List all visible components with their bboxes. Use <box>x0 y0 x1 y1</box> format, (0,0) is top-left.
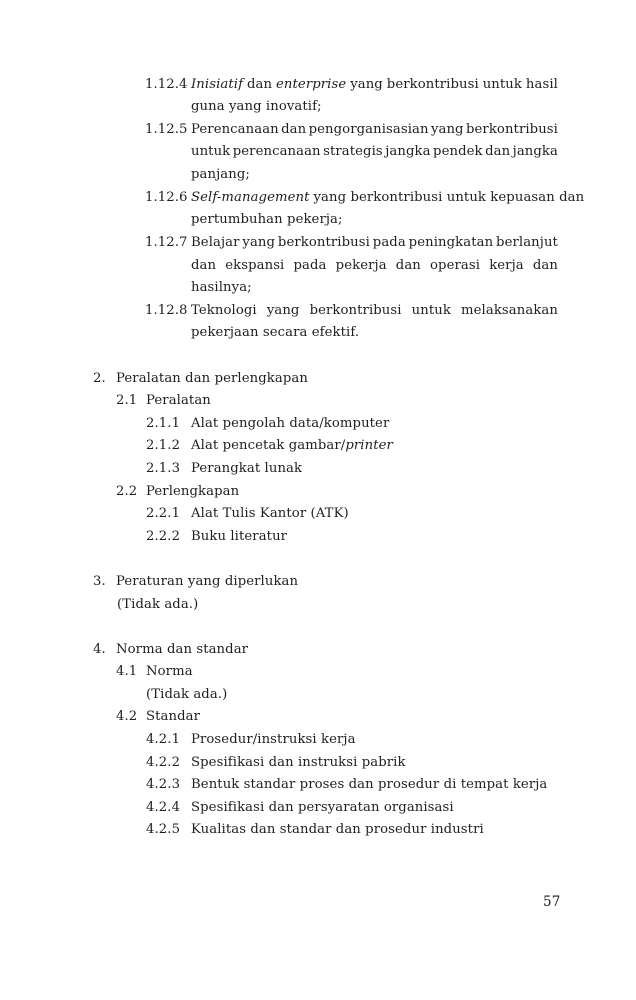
section-title: Peralatan dan perlengkapan <box>116 371 308 386</box>
item-text-line: panjang; <box>191 167 250 182</box>
section-title: Peraturan yang diperlukan <box>116 574 299 589</box>
section-title: Norma dan standar <box>116 642 249 657</box>
item-number: 1.12.5 <box>145 122 188 137</box>
subsection-number: 2.2 <box>116 484 138 499</box>
item-number: 2.2.2 <box>146 529 181 544</box>
item-text-line: dan ekspansi pada pekerja dan operasi kerja dan <box>191 258 558 273</box>
item-number: 2.1.1 <box>146 416 181 431</box>
item-number: 4.2.5 <box>146 822 181 837</box>
item-text: Prosedur/instruksi kerja <box>191 732 356 747</box>
item-number: 1.12.4 <box>145 77 188 92</box>
section-number: 3. <box>93 574 106 589</box>
section-number: 2. <box>93 371 106 386</box>
page-number: 57 <box>543 894 561 910</box>
item-text-line: Perencanaan dan pengorganisasian yang berkontribusi <box>191 122 558 137</box>
item-text-line: Belajar yang berkontribusi pada peningkatan berlanjut <box>191 235 558 250</box>
item-number: 2.1.2 <box>146 438 181 453</box>
subsection-number: 4.1 <box>116 664 138 679</box>
item-text: Alat pencetak gambar/printer <box>191 438 393 453</box>
subsection-number: 4.2 <box>116 709 138 724</box>
item-text-line: untuk perencanaan strategis jangka pendek dan jangka <box>191 144 558 159</box>
item-text-line: pekerjaan secara efektif. <box>191 325 360 340</box>
subsection-note: (Tidak ada.) <box>146 687 228 702</box>
item-text: Kualitas dan standar dan prosedur industri <box>191 822 484 837</box>
item-number: 2.2.1 <box>146 506 181 521</box>
item-number: 1.12.7 <box>145 235 188 250</box>
subsection-title: Norma <box>146 664 193 679</box>
item-text: Alat pengolah data/komputer <box>191 416 390 431</box>
item-text-line: Inisiatif dan enterprise yang berkontribusi untuk hasil <box>191 77 558 92</box>
item-text-line: Teknologi yang berkontribusi untuk melaksanakan <box>191 303 558 318</box>
subsection-title: Standar <box>146 709 200 724</box>
item-number: 4.2.4 <box>146 800 181 815</box>
subsection-title: Perlengkapan <box>146 484 240 499</box>
item-number: 4.2.3 <box>146 777 181 792</box>
item-text: Buku literatur <box>191 529 288 544</box>
item-text: Spesifikasi dan instruksi pabrik <box>191 755 406 770</box>
item-text-line: Self-management yang berkontribusi untuk kepuasan dan <box>191 190 585 205</box>
section-note: (Tidak ada.) <box>117 597 199 612</box>
item-text: Spesifikasi dan persyaratan organisasi <box>191 800 454 815</box>
item-text-line: pertumbuhan pekerja; <box>191 212 343 227</box>
item-number: 1.12.6 <box>145 190 188 205</box>
item-text: Perangkat lunak <box>191 461 303 476</box>
subsection-title: Peralatan <box>146 393 211 408</box>
subsection-number: 2.1 <box>116 393 138 408</box>
item-number: 1.12.8 <box>145 303 188 318</box>
item-text-line: guna yang inovatif; <box>191 99 322 114</box>
item-text: Alat Tulis Kantor (ATK) <box>191 506 349 521</box>
item-text-line: hasilnya; <box>191 280 252 295</box>
item-number: 4.2.2 <box>146 755 181 770</box>
item-text: Bentuk standar proses dan prosedur di tempat kerja <box>191 777 548 792</box>
item-number: 2.1.3 <box>146 461 181 476</box>
item-number: 4.2.1 <box>146 732 181 747</box>
section-number: 4. <box>93 642 106 657</box>
